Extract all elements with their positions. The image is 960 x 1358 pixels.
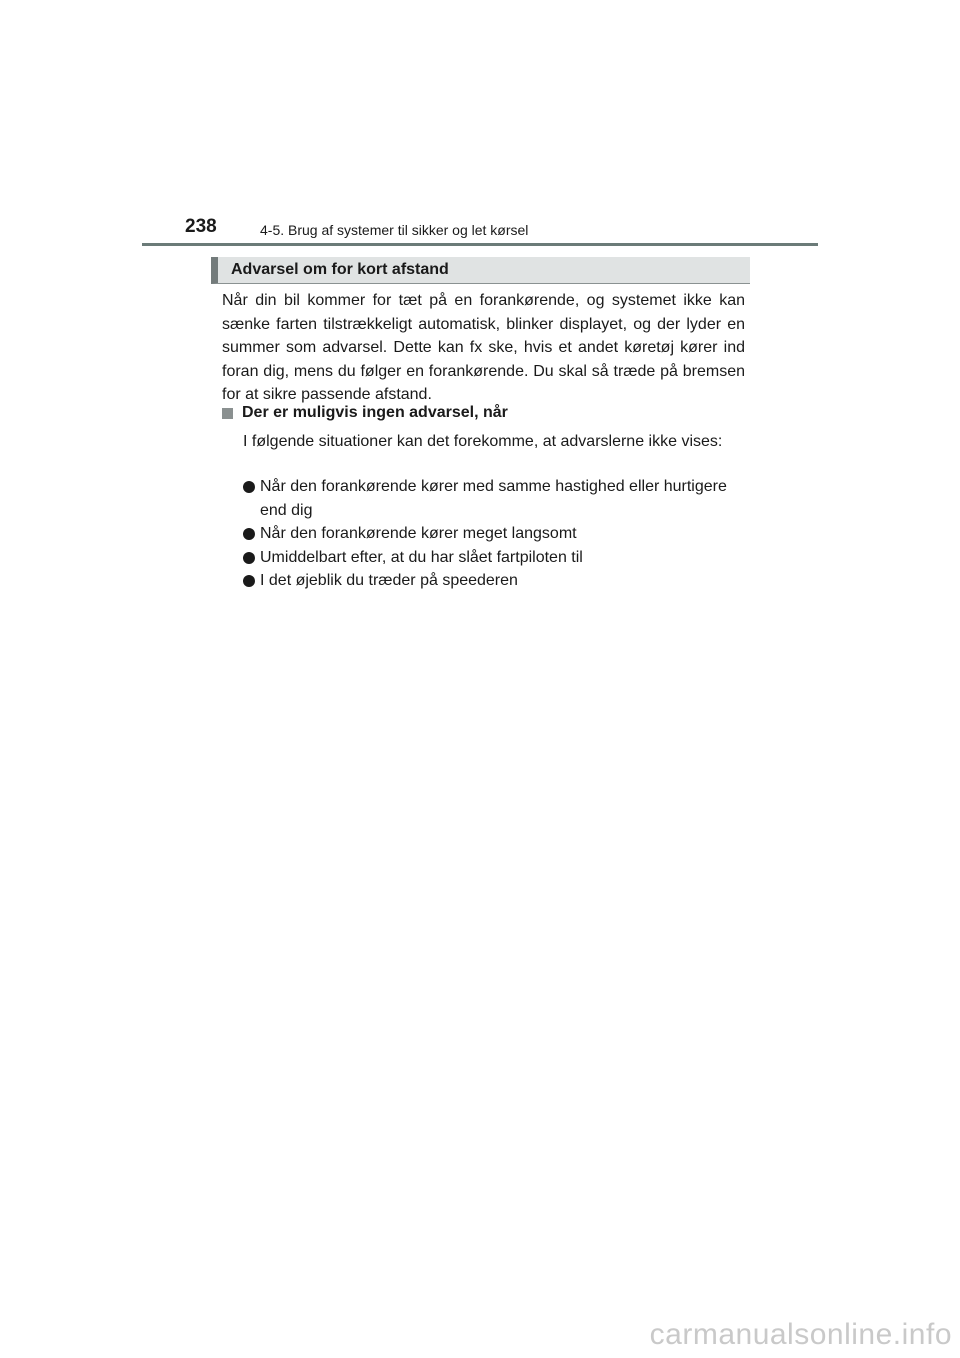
header-rule [142, 243, 818, 246]
list-item-text: Når den forankørende kører meget langsomt [260, 525, 577, 543]
bullet-dot-icon [243, 481, 255, 493]
bullet-list [243, 475, 745, 593]
subsection-intro: I følgende situationer kan det forekomme, at advarslerne ikke vises: [243, 433, 723, 450]
section-body: Når din bil kommer for tæt på en forankørende, og systemet ikke kan sænke farten tilstrækkeligt automatisk, blinker displayet, og der lyder en summer som advarsel. Dette kan fx ske, hvis et andet køretøj kører ind foran dig, mens du følger en forankørende. Du skal så træde på bremsen for at sikre passende afstand. [222, 292, 745, 404]
bullet-dot-icon [243, 575, 255, 587]
bullet-dot-icon [243, 552, 255, 564]
section-heading-bar [211, 257, 750, 284]
list-item [243, 522, 745, 546]
list-item [243, 569, 745, 593]
watermark: carmanualsonline.info [649, 1318, 952, 1351]
section-title: Advarsel om for kort afstand [231, 261, 449, 278]
list-item-text: Umiddelbart efter, at du har slået fartpiloten til [260, 548, 583, 566]
list-item-text: Når den forankørende kører med samme hastighed eller hurtigere end dig [260, 478, 727, 519]
list-item-text: I det øjeblik du træder på speederen [260, 572, 518, 590]
bullet-dot-icon [243, 528, 255, 540]
square-bullet-icon [222, 408, 233, 419]
running-header: 4-5. Brug af systemer til sikker og let kørsel [260, 222, 529, 238]
subsection-heading-text: Der er muligvis ingen advarsel, når [242, 404, 508, 421]
list-item [243, 475, 745, 522]
list-item [243, 546, 745, 570]
subsection-heading [222, 404, 508, 422]
page-number: 238 [185, 216, 217, 237]
